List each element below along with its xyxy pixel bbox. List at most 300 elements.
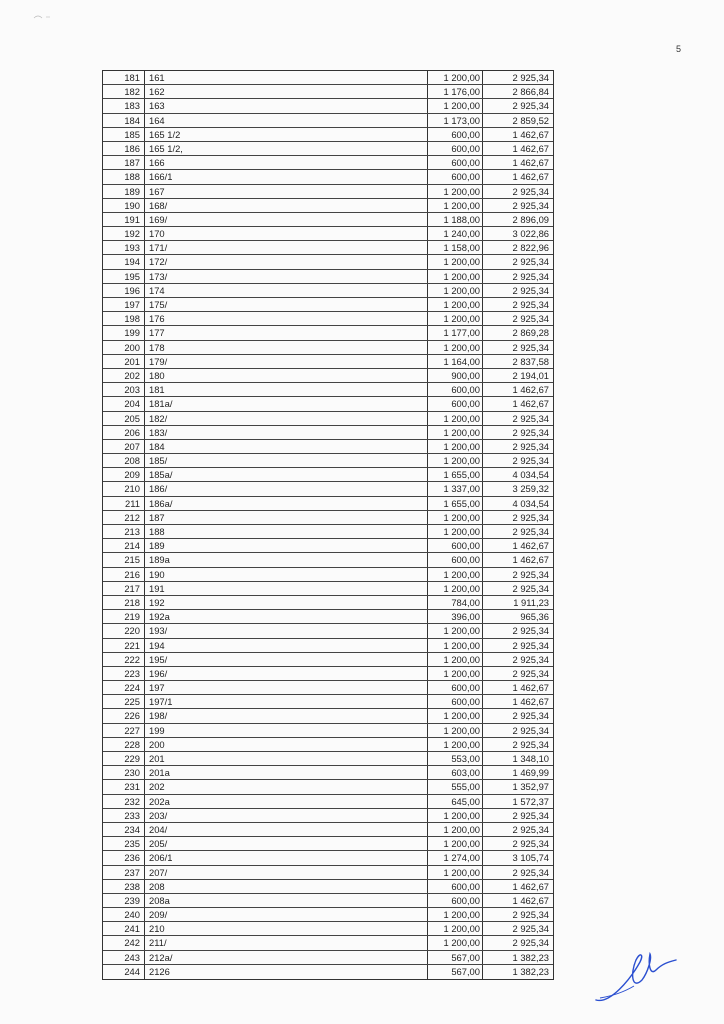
- table-row: [103, 908, 553, 922]
- row-name: 200: [145, 738, 428, 751]
- table-row: [103, 199, 553, 213]
- row-number: 190: [103, 199, 145, 212]
- table-row: [103, 511, 553, 525]
- row-value-a: 600,00: [428, 142, 483, 155]
- row-value-b: 2 859,52: [512, 114, 549, 126]
- table-row: [103, 795, 553, 809]
- row-number: 220: [103, 624, 145, 637]
- row-value-a: 603,00: [428, 766, 483, 779]
- row-value-a: 1 200,00: [428, 412, 483, 425]
- row-value-a: 1 200,00: [428, 199, 483, 212]
- table-row: [103, 695, 553, 709]
- row-number: 202: [103, 369, 145, 382]
- table-row: [103, 284, 553, 298]
- row-value-b: 3 022,86: [512, 228, 549, 240]
- row-name: 175/: [145, 298, 428, 311]
- row-number: 216: [103, 568, 145, 581]
- row-value-b: 2 925,34: [512, 738, 549, 750]
- row-value-b: 2 925,34: [512, 72, 549, 83]
- row-number: 223: [103, 667, 145, 680]
- row-name: 174: [145, 284, 428, 297]
- row-name: 185a/: [145, 468, 428, 481]
- table-row: [103, 426, 553, 440]
- row-name: 201a: [145, 766, 428, 779]
- row-value-a: 600,00: [428, 553, 483, 566]
- row-number: 212: [103, 511, 145, 524]
- row-name: 183/: [145, 426, 428, 439]
- row-number: 224: [103, 681, 145, 694]
- row-name: 211/: [145, 936, 428, 949]
- row-number: 209: [103, 468, 145, 481]
- row-value-b: 2 925,34: [512, 809, 549, 821]
- row-value-b: 1 462,67: [512, 894, 549, 906]
- row-value-a: 1 188,00: [428, 213, 483, 226]
- table-row: [103, 525, 553, 539]
- row-name: 199: [145, 724, 428, 737]
- row-value-b: 2 925,34: [512, 937, 549, 949]
- table-row: [103, 738, 553, 752]
- row-value-a: 1 337,00: [428, 482, 483, 495]
- row-value-b: 2 837,58: [512, 355, 549, 367]
- table-row: [103, 780, 553, 794]
- row-value-b: 2 925,34: [512, 284, 549, 296]
- row-number: 237: [103, 866, 145, 879]
- row-number: 226: [103, 709, 145, 722]
- table-row: [103, 922, 553, 936]
- row-name: 173/: [145, 270, 428, 283]
- row-name: 209/: [145, 908, 428, 921]
- row-value-b: 2 925,34: [512, 866, 549, 878]
- row-value-b: 2 925,34: [512, 299, 549, 310]
- row-name: 208a: [145, 894, 428, 907]
- table-row: [103, 156, 553, 170]
- table-row: [103, 312, 553, 326]
- row-value-b: 2 925,34: [512, 667, 549, 679]
- row-number: 228: [103, 738, 145, 751]
- row-number: 203: [103, 383, 145, 396]
- row-number: 219: [103, 610, 145, 623]
- row-value-b: 1 462,67: [512, 171, 549, 183]
- row-value-b: 3 259,32: [512, 483, 549, 495]
- row-name: 204/: [145, 823, 428, 836]
- table-row: [103, 383, 553, 397]
- row-value-a: 600,00: [428, 128, 483, 141]
- row-number: 198: [103, 312, 145, 325]
- row-value-a: 1 200,00: [428, 341, 483, 354]
- row-value-b: 1 462,67: [512, 540, 549, 552]
- row-name: 207/: [145, 866, 428, 879]
- row-number: 225: [103, 695, 145, 708]
- row-value-b: 1 348,10: [512, 753, 549, 764]
- row-number: 213: [103, 525, 145, 538]
- row-value-a: 1 200,00: [428, 525, 483, 538]
- row-value-a: 1 158,00: [428, 241, 483, 254]
- row-value-a: 1 200,00: [428, 255, 483, 268]
- row-value-b: 2 925,34: [512, 582, 549, 594]
- row-value-b: 2 925,34: [512, 426, 549, 438]
- row-value-b: 2 925,34: [512, 639, 549, 651]
- row-number: 186: [103, 142, 145, 155]
- row-number: 195: [103, 270, 145, 283]
- row-number: 232: [103, 795, 145, 808]
- row-value-a: 553,00: [428, 752, 483, 765]
- scan-artifact-mark: [32, 12, 72, 22]
- row-number: 218: [103, 596, 145, 609]
- row-name: 205/: [145, 837, 428, 850]
- row-value-a: 600,00: [428, 880, 483, 893]
- row-value-a: 1 200,00: [428, 624, 483, 637]
- row-number: 221: [103, 639, 145, 652]
- row-name: 161: [145, 71, 428, 84]
- row-value-b: 2 925,34: [512, 710, 549, 722]
- row-name: 197/1: [145, 695, 428, 708]
- row-value-b: 1 462,67: [512, 880, 549, 892]
- row-value-a: 1 176,00: [428, 85, 483, 98]
- row-value-a: 567,00: [428, 965, 483, 979]
- row-value-b: 965,36: [520, 611, 549, 623]
- row-name: 190: [145, 568, 428, 581]
- row-value-b: 1 462,67: [512, 384, 549, 396]
- row-value-a: 396,00: [428, 610, 483, 623]
- table-row: [103, 241, 553, 255]
- row-value-a: 1 200,00: [428, 298, 483, 311]
- row-value-a: 1 200,00: [428, 908, 483, 921]
- row-name: 179/: [145, 355, 428, 368]
- row-number: 234: [103, 823, 145, 836]
- row-value-a: 1 200,00: [428, 837, 483, 850]
- page-number: 5: [676, 44, 682, 54]
- table-row: [103, 851, 553, 865]
- row-value-b: 4 034,54: [512, 497, 549, 509]
- table-row: [103, 482, 553, 496]
- row-value-b: 1 462,67: [512, 142, 549, 154]
- row-value-a: 1 655,00: [428, 468, 483, 481]
- row-number: 200: [103, 341, 145, 354]
- table-row: [103, 128, 553, 142]
- row-number: 194: [103, 255, 145, 268]
- table-row: [103, 936, 553, 950]
- table-row: [103, 724, 553, 738]
- row-number: 222: [103, 653, 145, 666]
- row-number: 215: [103, 553, 145, 566]
- table-row: [103, 568, 553, 582]
- row-name: 178: [145, 341, 428, 354]
- row-value-a: 600,00: [428, 383, 483, 396]
- row-value-a: 1 200,00: [428, 71, 483, 84]
- row-name: 165 1/2,: [145, 142, 428, 155]
- row-number: 241: [103, 922, 145, 935]
- row-value-a: 784,00: [428, 596, 483, 609]
- row-name: 195/: [145, 653, 428, 666]
- table-row: [103, 866, 553, 880]
- table-row: [103, 369, 553, 383]
- row-name: 166: [145, 156, 428, 169]
- row-value-a: 1 200,00: [428, 936, 483, 949]
- row-value-a: 1 200,00: [428, 724, 483, 737]
- row-value-b: 2 925,34: [512, 923, 549, 935]
- row-name: 166/1: [145, 170, 428, 183]
- table-row: [103, 227, 553, 241]
- table-row: [103, 582, 553, 596]
- row-value-b: 1 382,23: [512, 951, 549, 963]
- row-number: 211: [103, 497, 145, 510]
- row-name: 202a: [145, 795, 428, 808]
- row-name: 203/: [145, 809, 428, 822]
- table-row: [103, 809, 553, 823]
- row-number: 240: [103, 908, 145, 921]
- row-number: 183: [103, 99, 145, 112]
- row-value-b: 2 925,34: [512, 526, 549, 537]
- row-value-a: 600,00: [428, 397, 483, 410]
- row-value-a: 1 200,00: [428, 922, 483, 935]
- row-name: 165 1/2: [145, 128, 428, 141]
- table-row: [103, 397, 553, 411]
- row-name: 212a/: [145, 951, 428, 964]
- table-row: [103, 341, 553, 355]
- row-number: 238: [103, 880, 145, 893]
- table-row: [103, 213, 553, 227]
- row-value-a: 1 200,00: [428, 185, 483, 198]
- row-value-b: 1 911,23: [513, 596, 549, 608]
- row-name: 172/: [145, 255, 428, 268]
- row-value-a: 1 200,00: [428, 866, 483, 879]
- table-row: [103, 596, 553, 610]
- row-value-a: 1 200,00: [428, 667, 483, 680]
- row-number: 243: [103, 951, 145, 964]
- table-row: [103, 624, 553, 638]
- row-value-b: 2 925,34: [512, 909, 549, 921]
- table-row: [103, 894, 553, 908]
- row-name: 208: [145, 880, 428, 893]
- row-name: 192: [145, 596, 428, 609]
- row-value-a: 600,00: [428, 539, 483, 552]
- row-name: 163: [145, 99, 428, 112]
- table-row: [103, 298, 553, 312]
- row-value-a: 1 200,00: [428, 99, 483, 112]
- row-value-b: 4 034,54: [512, 469, 549, 481]
- row-value-a: 1 274,00: [428, 851, 483, 864]
- row-name: 193/: [145, 624, 428, 637]
- table-row: [103, 951, 553, 965]
- row-value-b: 3 105,74: [512, 852, 549, 864]
- table-row: [103, 497, 553, 511]
- row-name: 189: [145, 539, 428, 552]
- row-value-b: 2 925,34: [512, 100, 549, 112]
- row-name: 2126: [145, 965, 428, 979]
- row-value-b: 1 382,23: [512, 965, 549, 977]
- row-name: 206/1: [145, 851, 428, 864]
- row-name: 168/: [145, 199, 428, 212]
- row-value-a: 1 173,00: [428, 114, 483, 127]
- table-row: [103, 965, 553, 979]
- row-value-b: 2 925,34: [512, 625, 549, 637]
- table-row: [103, 170, 553, 184]
- table-row: [103, 270, 553, 284]
- row-value-a: 1 200,00: [428, 284, 483, 297]
- row-value-b: 2 194,01: [512, 369, 549, 381]
- row-number: 181: [103, 71, 145, 84]
- row-name: 169/: [145, 213, 428, 226]
- row-value-a: 1 200,00: [428, 568, 483, 581]
- table-row: [103, 553, 553, 567]
- row-value-b: 2 925,34: [512, 823, 549, 835]
- row-name: 177: [145, 326, 428, 339]
- row-value-a: 1 200,00: [428, 823, 483, 836]
- table-row: [103, 667, 553, 681]
- row-value-a: 1 200,00: [428, 709, 483, 722]
- table-row: [103, 752, 553, 766]
- row-value-a: 600,00: [428, 681, 483, 694]
- row-name: 164: [145, 114, 428, 127]
- row-value-b: 2 925,34: [512, 838, 549, 850]
- table-row: [103, 99, 553, 113]
- row-value-b: 2 925,34: [512, 256, 549, 268]
- row-value-a: 1 200,00: [428, 639, 483, 652]
- table-row: [103, 71, 553, 85]
- table-row: [103, 880, 553, 894]
- row-name: 197: [145, 681, 428, 694]
- row-number: 233: [103, 809, 145, 822]
- row-name: 210: [145, 922, 428, 935]
- row-number: 196: [103, 284, 145, 297]
- row-number: 244: [103, 965, 145, 979]
- row-value-b: 2 925,34: [512, 724, 549, 736]
- data-table: [102, 70, 554, 980]
- row-name: 185/: [145, 454, 428, 467]
- row-value-a: 645,00: [428, 795, 483, 808]
- row-value-b: 2 925,34: [512, 199, 549, 211]
- row-number: 187: [103, 156, 145, 169]
- table-row: [103, 440, 553, 454]
- table-row: [103, 539, 553, 553]
- row-value-a: 1 200,00: [428, 511, 483, 524]
- table-row: [103, 653, 553, 667]
- row-number: 199: [103, 326, 145, 339]
- row-name: 182/: [145, 412, 428, 425]
- row-number: 235: [103, 837, 145, 850]
- table-row: [103, 468, 553, 482]
- row-value-b: 2 869,28: [512, 327, 549, 339]
- row-value-a: 1 655,00: [428, 497, 483, 510]
- row-value-b: 2 822,96: [512, 242, 549, 254]
- row-name: 192a: [145, 610, 428, 623]
- row-name: 180: [145, 369, 428, 382]
- row-value-b: 1 462,67: [512, 682, 549, 694]
- table-row: [103, 709, 553, 723]
- row-value-b: 1 352,97: [512, 781, 549, 793]
- row-value-a: 567,00: [428, 951, 483, 964]
- row-value-b: 2 896,09: [512, 213, 549, 225]
- row-name: 162: [145, 85, 428, 98]
- row-number: 204: [103, 397, 145, 410]
- row-number: 191: [103, 213, 145, 226]
- table-row: [103, 185, 553, 199]
- table-row: [103, 255, 553, 269]
- table-row: [103, 610, 553, 624]
- row-value-a: 1 164,00: [428, 355, 483, 368]
- row-value-a: 1 200,00: [428, 440, 483, 453]
- row-number: 229: [103, 752, 145, 765]
- row-number: 193: [103, 241, 145, 254]
- row-name: 198/: [145, 709, 428, 722]
- row-value-b: 2 925,34: [512, 568, 549, 580]
- row-value-a: 1 200,00: [428, 426, 483, 439]
- row-value-a: 600,00: [428, 695, 483, 708]
- row-value-a: 1 177,00: [428, 326, 483, 339]
- table-row: [103, 326, 553, 340]
- table-row: [103, 823, 553, 837]
- row-value-a: 600,00: [428, 156, 483, 169]
- row-value-a: 1 200,00: [428, 582, 483, 595]
- row-value-b: 2 925,34: [512, 511, 549, 523]
- table-row: [103, 355, 553, 369]
- table-row: [103, 639, 553, 653]
- row-name: 184: [145, 440, 428, 453]
- row-value-a: 1 200,00: [428, 738, 483, 751]
- row-name: 201: [145, 752, 428, 765]
- table-row: [103, 114, 553, 128]
- row-value-a: 1 200,00: [428, 809, 483, 822]
- row-number: 236: [103, 851, 145, 864]
- row-value-a: 600,00: [428, 170, 483, 183]
- row-value-a: 1 200,00: [428, 312, 483, 325]
- row-value-a: 1 240,00: [428, 227, 483, 240]
- row-value-b: 1 462,67: [512, 157, 549, 169]
- row-value-b: 2 925,34: [512, 341, 549, 353]
- table-row: [103, 412, 553, 426]
- row-number: 205: [103, 412, 145, 425]
- row-value-b: 2 866,84: [512, 86, 549, 98]
- row-value-b: 1 572,37: [512, 795, 549, 807]
- table-row: [103, 837, 553, 851]
- row-number: 188: [103, 170, 145, 183]
- row-number: 207: [103, 440, 145, 453]
- row-value-b: 2 925,34: [512, 653, 549, 665]
- row-value-b: 2 925,34: [512, 270, 549, 282]
- row-number: 185: [103, 128, 145, 141]
- row-name: 171/: [145, 241, 428, 254]
- row-name: 167: [145, 185, 428, 198]
- row-number: 184: [103, 114, 145, 127]
- row-name: 189a: [145, 553, 428, 566]
- row-value-b: 2 925,34: [512, 412, 549, 424]
- table-row: [103, 681, 553, 695]
- row-number: 182: [103, 85, 145, 98]
- table-row: [103, 85, 553, 99]
- row-name: 202: [145, 780, 428, 793]
- row-value-b: 2 925,34: [512, 440, 549, 452]
- row-number: 239: [103, 894, 145, 907]
- row-number: 208: [103, 454, 145, 467]
- row-value-a: 1 200,00: [428, 270, 483, 283]
- table-row: [103, 766, 553, 780]
- row-name: 186/: [145, 482, 428, 495]
- row-name: 196/: [145, 667, 428, 680]
- row-value-b: 1 469,99: [512, 767, 549, 779]
- row-number: 217: [103, 582, 145, 595]
- row-value-b: 1 462,67: [512, 696, 549, 708]
- row-name: 191: [145, 582, 428, 595]
- row-name: 170: [145, 227, 428, 240]
- row-number: 210: [103, 482, 145, 495]
- row-value-b: 2 925,34: [512, 313, 549, 325]
- row-value-a: 555,00: [428, 780, 483, 793]
- row-number: 197: [103, 298, 145, 311]
- signature-mark: [590, 940, 680, 1010]
- row-name: 188: [145, 525, 428, 538]
- row-value-b: 2 925,34: [512, 455, 549, 467]
- row-number: 231: [103, 780, 145, 793]
